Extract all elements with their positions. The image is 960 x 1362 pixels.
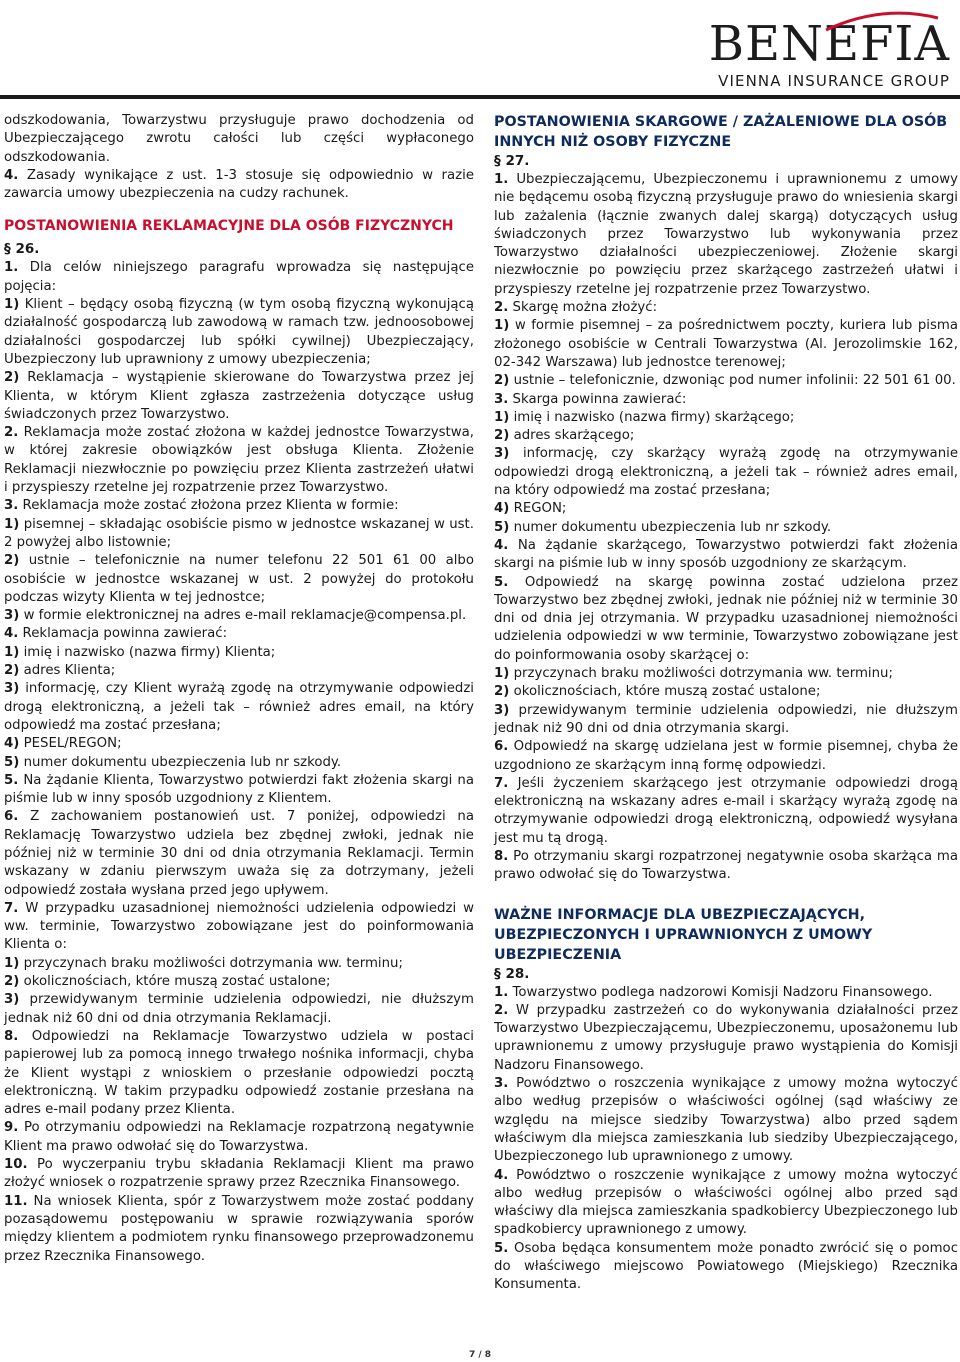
item-text: Po otrzymaniu odpowiedzi na Reklamacje rozpatrzoną negatywnie Klient ma prawo odwołać się do Towarzystwa. xyxy=(4,1120,474,1154)
item-number: 1. xyxy=(4,260,19,276)
item-text: ustnie – telefonicznie, dzwoniąc pod numer infolinii: 22 501 61 00. xyxy=(513,373,956,389)
item-text: numer dokumentu ubezpieczenia lub nr szkody. xyxy=(23,754,342,770)
item-text: przyczynach braku możliwości dotrzymania ww. terminu; xyxy=(23,955,403,971)
item-number: 7. xyxy=(4,900,19,916)
item-number: 2. xyxy=(4,425,19,441)
list-item xyxy=(494,171,958,299)
item-text: przewidywanym terminie udzielenia odpowiedzi, nie dłuższym jednak niż 90 dni od dnia otrzymania skargi. xyxy=(494,702,958,736)
item-number: 1) xyxy=(4,297,20,313)
item-number: 4. xyxy=(4,626,19,642)
item-number: 5) xyxy=(4,754,20,770)
list-item xyxy=(4,754,474,772)
item-text: Skarga powinna zawierać: xyxy=(512,391,687,407)
section-heading-complaints: POSTANOWIENIA REKLAMACYJNE DLA OSÓB FIZYCZNYCH xyxy=(4,218,454,235)
item-number: 3) xyxy=(4,992,20,1008)
item-text: Odpowiedź na skargę powinna zostać udzielona przez Towarzystwo bez zbędnej zwłoki, jednak nie później niż w terminie 30 dni od dnia jej otrzymania. W przypadku uzasadnionej niemożności udzielenia odpowiedzi w ww terminie, Towarzystwo zobowiązane jest do poinformowania osoby skarżącej o: xyxy=(494,574,958,663)
list-item xyxy=(4,680,474,735)
item-text: Towarzystwo podlega nadzorowi Komisji Nadzoru Finansowego. xyxy=(512,984,933,1000)
list-item xyxy=(494,738,958,775)
item-number: 8. xyxy=(494,848,509,864)
list-item xyxy=(4,900,474,955)
item-text: Po otrzymaniu skargi rozpatrzonej negatywnie osoba skarżąca ma prawo odwołać się do Towarzystwa. xyxy=(494,848,958,883)
item-text: Na żądanie skarżącego, Towarzystwo potwierdzi fakt złożenia skargi na piśmie lub w inny sposób uzgodniony ze skarżącym. xyxy=(494,537,958,572)
item-number: 2. xyxy=(494,1002,509,1018)
section-26-items xyxy=(4,259,474,1265)
item-text: Powództwo o roszczenia wynikające z umowy można wytoczyć albo według przepisów o właściwości ogólnej (sąd właściwy ze względu na miejsce siedziby Towarzystwa) albo przed sądem właściwym dla miejsca zamieszkania lub siedziby Ubezpieczającego, Ubezpieczonego lub uprawnionego z umowy. xyxy=(494,1076,958,1165)
list-item xyxy=(494,299,958,317)
list-item xyxy=(494,1002,958,1075)
list-item xyxy=(494,848,958,885)
logo-arc-icon xyxy=(822,10,942,32)
item-text: przewidywanym terminie udzielenia odpowiedzi, nie dłuższym jednak niż 60 dni od dnia otrzymania Reklamacji. xyxy=(4,992,474,1026)
item-number: 8. xyxy=(4,1028,19,1044)
item-text: imię i nazwisko (nazwa firmy) Klienta; xyxy=(23,644,276,660)
list-item xyxy=(4,991,474,1028)
item-text: Klient – będący osobą fizyczną (w tym osobą fizyczną wykonującą działalność gospodarczą lub zawodową w ramach tzw. jednoosobowej działalności gospodarczej lub spółki cywilnej) Ubezpieczający, Ubezpieczony lub uprawniony z umowy ubezpieczenia; xyxy=(4,297,474,367)
item-number: 3) xyxy=(4,608,20,624)
item-number: 11. xyxy=(4,1193,28,1209)
item-number: 2. xyxy=(494,300,509,316)
item-number: 4. xyxy=(494,1167,509,1183)
item-number: 7. xyxy=(494,775,509,791)
list-item xyxy=(494,372,958,390)
item-text: przyczynach braku możliwości dotrzymania ww. terminu; xyxy=(513,666,893,682)
intro-paragraph: odszkodowania, Towarzystwu przysługuje prawo dochodzenia od Ubezpieczającego zwrotu całości lub części wypłaconego odszkodowania. xyxy=(4,113,474,165)
list-item xyxy=(494,391,958,409)
item-number: 6. xyxy=(494,739,509,755)
item-text: Powództwo o roszczenie wynikające z umowy można wytoczyć albo według przepisów o właściwości ogólnej albo przed sąd właściwy dla miejsca zamieszkania spadkobiercy Ubezpieczonego lub spadkobiercy uprawnionego z umowy. xyxy=(494,1167,958,1238)
item-text: Na żądanie Klienta, Towarzystwo potwierdzi fakt złożenia skargi na piśmie lub w inny sposób uzgodniony z Klientem. xyxy=(4,772,474,807)
list-item xyxy=(494,775,958,848)
list-item xyxy=(4,369,474,424)
item-text: Reklamacja może zostać złożona w każdej jednostce Towarzystwa, w której zakresie obowiązków jest obsługa Klienta. Złożenie Reklamacji niezwłocznie po powzięciu przez Klienta zastrzeżeń ułatwi i przyspieszy rzetelne jej rozpatrzenie przez Towarzystwo. xyxy=(4,425,474,496)
list-item xyxy=(4,973,474,991)
list-item xyxy=(4,1156,474,1193)
page-number: 7 / 8 xyxy=(468,1350,492,1360)
item-text: PESEL/REGON; xyxy=(23,736,122,752)
item-number: 3) xyxy=(494,702,510,718)
list-item xyxy=(4,1193,474,1266)
section-28-items xyxy=(494,984,958,1295)
item-number: 6. xyxy=(4,809,19,825)
item-number: 2) xyxy=(494,373,510,389)
item-text: informację, czy skarżący wyrażą zgodę na otrzymywanie odpowiedzi drogą elektroniczną, a jeżeli tak – również adres email, na który odpowiedź ma zostać przesłana; xyxy=(494,446,958,499)
item-number: 5. xyxy=(494,1240,509,1256)
item-number: 1) xyxy=(494,318,510,334)
right-column xyxy=(494,112,958,1295)
item-number: 3. xyxy=(4,498,19,514)
list-item xyxy=(4,607,474,625)
item-number: 3. xyxy=(494,1076,509,1092)
item-number: 2) xyxy=(4,974,20,990)
list-item xyxy=(494,519,958,537)
list-item xyxy=(494,445,958,500)
item-text: w formie elektronicznej na adres e-mail reklamacje@compensa.pl. xyxy=(23,608,467,624)
section-heading-important-info: WAŻNE INFORMACJE DLA UBEZPIECZAJĄCYCH, UBEZPIECZONYCH I UPRAWNIONYCH Z UMOWY UBEZPIECZENIA xyxy=(494,906,873,963)
paragraph-4 xyxy=(4,167,474,204)
logo-tagline: VIENNA INSURANCE GROUP xyxy=(718,72,950,90)
item-number: 2) xyxy=(494,428,510,444)
item-number: 1) xyxy=(4,955,20,971)
list-item xyxy=(4,296,474,369)
item-number: 2) xyxy=(4,553,20,569)
item-text: Dla celów niniejszego paragrafu wprowadza się następujące pojęcia: xyxy=(4,260,474,294)
item-number: 2) xyxy=(4,663,20,679)
list-item xyxy=(494,427,958,445)
list-item xyxy=(4,808,474,899)
item-text: adres Klienta; xyxy=(23,663,116,679)
item-text: ustnie – telefonicznie na numer telefonu 22 501 61 00 albo osobiście w jednostce wskazanej w ust. 2 powyżej do protokołu podczas wizyty Klienta w tej jednostce; xyxy=(4,553,474,605)
item-text: Reklamacja powinna zawierać: xyxy=(22,626,228,642)
list-item xyxy=(4,1119,474,1156)
section-number-27: § 27. xyxy=(494,153,530,169)
item-text: Odpowiedź na skargę udzielana jest w formie pisemnej, chyba że uzgodniono ze skarżącym inną formę odpowiedzi. xyxy=(494,739,958,773)
list-item xyxy=(494,537,958,574)
logo-wordmark: BENEFIA xyxy=(708,16,950,72)
list-item xyxy=(4,644,474,662)
list-item xyxy=(4,497,474,515)
item-number: 3) xyxy=(494,446,510,462)
item-text: Na wniosek Klienta, spór z Towarzystwem może zostać poddany pozasądowemu postępowaniu w sprawie rozwiązywania sporów między klientem a podmiotem rynku finansowego przeprowadzonemu przez Rzecznika Finansowego. xyxy=(4,1193,474,1264)
item-text: imię i nazwisko (nazwa firmy) skarżącego; xyxy=(513,409,795,425)
item-number: 5) xyxy=(494,519,510,535)
list-item xyxy=(4,424,474,497)
item-text: Z zachowaniem postanowień ust. 7 poniżej, odpowiedzi na Reklamację Towarzystwo udziela bez zbędnej zwłoki, jednak nie później niż w terminie 30 dni od dnia otrzymania Reklamacji. Termin wskazany w zdaniu pierwszym uważa się za dotrzymany, jeżeli odpowiedź została wysłana przed jego upływem. xyxy=(4,809,474,898)
item-number: 1. xyxy=(494,984,509,1000)
item-number: 3) xyxy=(4,681,20,697)
list-item xyxy=(494,1240,958,1295)
list-item xyxy=(4,662,474,680)
section-27-items xyxy=(494,171,958,885)
section-heading-grievances: POSTANOWIENIA SKARGOWE / ZAŻALENIOWE DLA OSÓB INNYCH NIŻ OSOBY FIZYCZNE xyxy=(494,114,948,150)
list-item xyxy=(494,1075,958,1166)
item-text: Odpowiedzi na Reklamacje Towarzystwo udziela w postaci papierowej lub za pomocą innego trwałego nośnika informacji, chyba że Klient wystąpi z wnioskiem o przesłanie odpowiedzi pocztą elektroniczną. W takim przypadku odpowiedź zostanie przesłana na adres e-mail podany przez Klienta. xyxy=(4,1028,475,1118)
item-text: informację, czy Klient wyrażą zgodę na otrzymywanie odpowiedzi drogą elektroniczną, a jeżeli tak – również adres email, na który odpowiedź ma zostać przesłana; xyxy=(4,681,474,733)
item-number: 3. xyxy=(494,391,509,407)
list-item xyxy=(4,955,474,973)
list-item xyxy=(4,735,474,753)
list-item xyxy=(494,702,958,739)
item-text: Reklamacja może zostać złożona przez Klienta w formie: xyxy=(22,498,399,514)
list-item xyxy=(494,574,958,665)
list-item xyxy=(4,259,474,296)
item-text: Zasady wynikające z ust. 1-3 stosuje się odpowiednio w razie zawarcia umowy ubezpieczenia na cudzy rachunek. xyxy=(4,167,475,202)
item-text: okolicznościach, które muszą zostać ustalone; xyxy=(513,684,821,700)
item-number: 1) xyxy=(494,409,510,425)
list-item xyxy=(4,625,474,643)
list-item xyxy=(494,984,958,1002)
list-item xyxy=(4,552,474,607)
item-text: okolicznościach, które muszą zostać ustalone; xyxy=(23,974,331,990)
list-item xyxy=(494,1167,958,1240)
item-number: 4) xyxy=(494,501,510,517)
item-text: Reklamacja – wystąpienie skierowane do Towarzystwa przez jej Klienta, w którym Klient zgłasza zastrzeżenia dotyczące usług świadczonych przez Towarzystwo. xyxy=(4,370,474,422)
item-number: 4) xyxy=(4,736,20,752)
item-text: REGON; xyxy=(513,501,567,517)
list-item xyxy=(4,1028,474,1119)
item-text: numer dokumentu ubezpieczenia lub nr szkody. xyxy=(513,519,832,535)
item-number: 2) xyxy=(4,370,20,386)
left-column xyxy=(4,112,474,1266)
item-text: Skargę można złożyć: xyxy=(512,300,658,316)
list-item xyxy=(494,665,958,683)
item-text: W przypadku zastrzeżeń co do wykonywania działalności przez Towarzystwo Ubezpieczającemu, Ubezpieczonemu, uposażonemu lub uprawnionemu z umowy przysługuje prawo wystąpienia do Komisji Nadzoru Finansowego. xyxy=(494,1002,958,1073)
item-number: 10. xyxy=(4,1157,28,1173)
item-number: 9. xyxy=(4,1120,19,1136)
item-number: 5. xyxy=(494,574,509,590)
item-number: 2) xyxy=(494,684,510,700)
benefia-logo xyxy=(709,8,950,90)
page-header xyxy=(0,0,960,100)
item-text: W przypadku uzasadnionej niemożności udzielenia odpowiedzi w ww. terminie, Towarzystwo zobowiązane jest do poinformowania Klienta o: xyxy=(4,900,474,953)
item-number: 5. xyxy=(4,772,19,788)
item-number: 4. xyxy=(494,537,509,553)
item-number: 1) xyxy=(4,644,20,660)
item-number: 1) xyxy=(4,516,20,532)
item-text: Ubezpieczającemu, Ubezpieczonemu i uprawnionemu z umowy nie będącemu osobą fizyczną przysługuje prawo do wniesienia skargi lub zażalenia (łącznie zwanych dalej skargą) dotyczących usług świadczonych przez Towarzystwo lub wykonywania przez Towarzystwo działalności ubezpieczeniowej. Złożenie skargi niezwłocznie po powzięciu przez skarżącego zastrzeżeń ułatwi i przyspieszy rzetelne jej rozpatrzenie przez Towarzystwo. xyxy=(494,172,958,297)
section-number-28: § 28. xyxy=(494,965,530,982)
list-item xyxy=(4,516,474,553)
item-text: w formie pisemnej – za pośrednictwem poczty, kuriera lub pisma złożonego osobiście w Centrali Towarzystwa (Al. Jerozolimskie 162, 02-342 Warszawa) lub jednostce terenowej; xyxy=(494,318,958,370)
item-text: Po wyczerpaniu trybu składania Reklamacji Klient ma prawo złożyć wniosek o rozpatrzenie sprawy przez Rzecznika Finansowego. xyxy=(4,1157,474,1191)
header-rule xyxy=(0,95,960,99)
item-text: adres skarżącego; xyxy=(513,428,635,444)
list-item xyxy=(494,409,958,427)
item-number: 1) xyxy=(494,666,510,682)
list-item xyxy=(494,500,958,518)
list-item xyxy=(494,317,958,372)
item-number: 1. xyxy=(494,172,509,187)
item-text: pisemnej – składając osobiście pismo w jednostce wskazanej w ust. 2 powyżej albo listownie; xyxy=(4,516,474,550)
item-number: 4. xyxy=(4,167,19,183)
list-item xyxy=(4,772,474,809)
item-text: Osoba będąca konsumentem może ponadto zwrócić się o pomoc do właściwego miejscowo Powiatowego (Miejskiego) Rzecznika Konsumenta. xyxy=(494,1240,958,1293)
item-text: Jeśli życzeniem skarżącego jest otrzymanie odpowiedzi drogą elektroniczną na wskazany adres e-mail i skarżący wyrażą zgodę na otrzymywanie odpowiedzi drogą elektroniczną, odpowiedź wysyłana jest mu tą drogą. xyxy=(494,775,958,846)
section-number-26: § 26. xyxy=(4,241,40,258)
list-item xyxy=(494,683,958,701)
